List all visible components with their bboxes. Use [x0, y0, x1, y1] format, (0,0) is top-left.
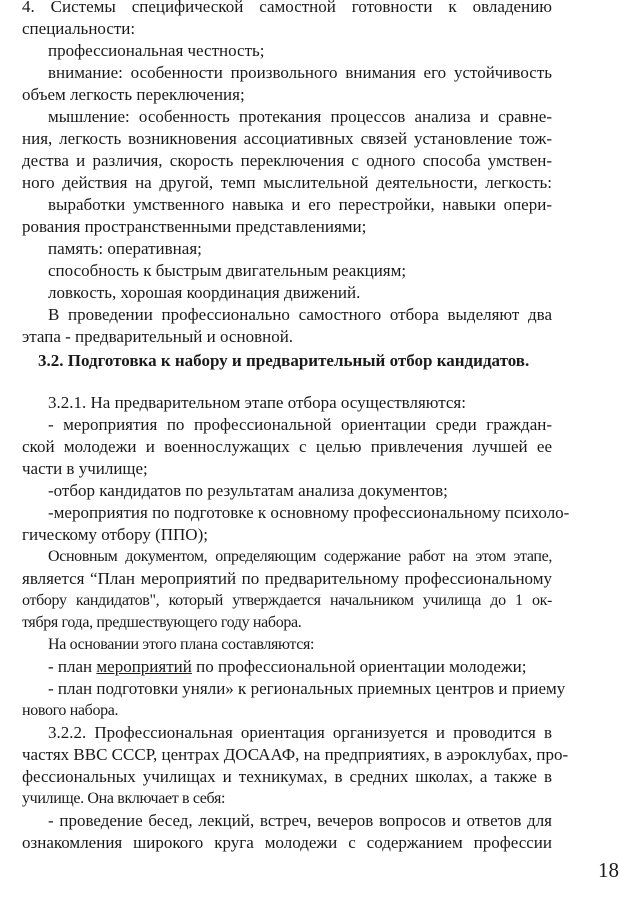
text-line: выработки умственного навыка и его перестройки, навыки опери- [48, 195, 552, 214]
text-line: дества и различия, скорость переключения с одного способа умствен- [22, 151, 552, 170]
text-line: внимание: особенности произвольного внимания его устойчивость [48, 63, 552, 82]
text-line: ловкость, хорошая координация движений. [48, 283, 361, 302]
text-line: На основании этого плана составляются: [48, 636, 315, 653]
section-heading: 3.2. Подготовка к набору и предварительный отбор кандидатов. [38, 351, 530, 370]
text-line: ознакомления широкого круга молодежи с содержанием профессии [22, 833, 552, 852]
text-line [48, 656, 552, 678]
text-fragment: - план [48, 657, 97, 676]
text-line: части в училище; [22, 459, 148, 478]
text-line: В проведении профессионально самостного отбора выделяют два [48, 305, 552, 324]
underlined-word: мероприятий [96, 657, 192, 676]
text-line: объем легкость переключения; [22, 85, 245, 104]
text-line: - план подготовки уняли» к региональных приемных центров и приему [48, 679, 566, 698]
text-line: -отбор кандидатов по результатам анализа документов; [48, 481, 448, 500]
text-line: ного действия на другой, темп мыслительной деятельности, легкость: [22, 173, 552, 192]
text-line: 4. Системы специфической самостной готовности к овладению [22, 0, 552, 16]
text-line: - мероприятия по профессиональной ориентации среди граждан- [48, 415, 552, 434]
text-line: мышление: особенность протекания процессов анализа и сравне- [48, 107, 552, 126]
text-line: является “План мероприятий по предварительному профессиональному [22, 569, 552, 588]
text-line: специальности: [22, 19, 136, 38]
text-line: ния, легкость возникновения ассоциативных связей установление тож- [22, 129, 552, 148]
text-line: 3.2.2. Профессиональная ориентация организуется и проводится в [48, 723, 552, 742]
text-line: ской молодежи и военнослужащих с целью привлечения лучшей ее [22, 437, 552, 456]
text-line: частях ВВС СССР, центрах ДОСААФ, на предприятиях, в аэроклубах, про- [22, 745, 569, 764]
text-line: Основным документом, определяющим содержание работ на этом этапе, [48, 548, 552, 565]
text-fragment: по профессиональной ориентации молодежи; [191, 657, 527, 676]
text-line: гическому отбору (ППО); [22, 525, 208, 544]
text-line: этапа - предварительный и основной. [22, 327, 294, 346]
text-line: -мероприятия по подготовке к основному профессиональному психоло- [48, 503, 570, 522]
text-line: отбору кандидатов", который утверждается начальником училища до 1 ок- [22, 592, 552, 609]
text-line: рования пространственными представлениями; [22, 217, 367, 236]
text-line: 3.2.1. На предварительном этапе отбора осуществляются: [48, 393, 466, 412]
text-line: фессиональных училищах и техникумах, в средних школах, а также в [22, 767, 552, 786]
text-line: училище. Она включает в себя: [22, 790, 226, 807]
text-line: тября года, предшествующего году набора. [22, 614, 302, 631]
text-line: - проведение бесед, лекций, встреч, вечеров вопросов и ответов для [48, 811, 552, 830]
text-line: нового набора. [22, 702, 119, 719]
text-line: способность к быстрым двигательным реакциям; [48, 261, 407, 280]
page-number: 18 [598, 858, 619, 882]
text-line: память: оперативная; [48, 239, 202, 258]
text-line: профессиональная честность; [48, 41, 265, 60]
